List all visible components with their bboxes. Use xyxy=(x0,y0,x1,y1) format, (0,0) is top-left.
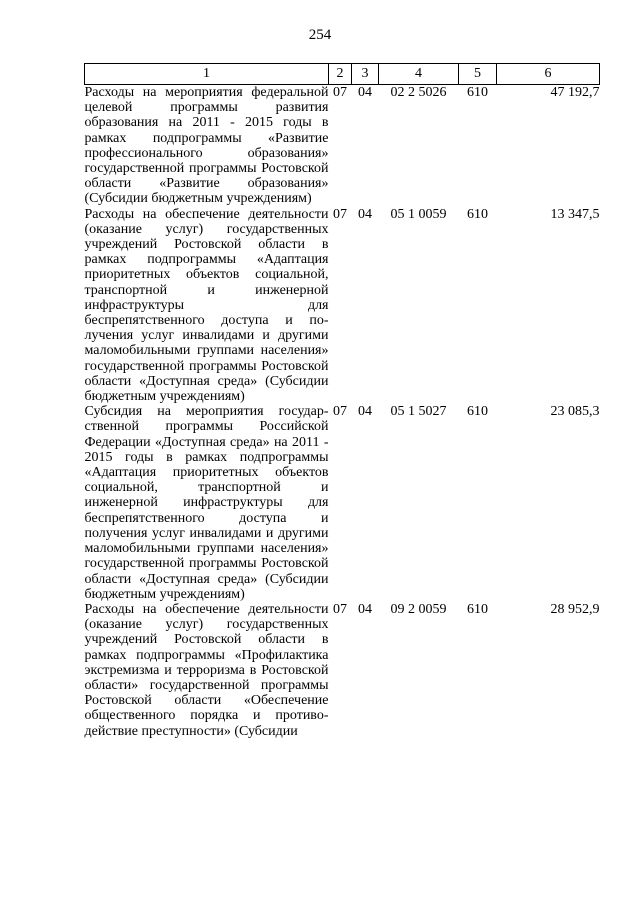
table-row xyxy=(85,404,600,602)
amount: 28 952,9 xyxy=(550,601,600,617)
target-article-code: 02 2 5026 xyxy=(390,85,447,100)
amount: 47 192,7 xyxy=(550,85,600,100)
section-code: 07 xyxy=(333,404,347,420)
section-code: 07 xyxy=(333,85,347,100)
column-header: 4 xyxy=(379,64,459,85)
table-row xyxy=(85,207,600,405)
subsection-code: 04 xyxy=(358,85,372,100)
table-row xyxy=(85,602,600,739)
target-article-code: 05 1 5027 xyxy=(390,404,447,420)
subsection-code: 04 xyxy=(358,601,372,617)
column-header: 6 xyxy=(497,64,600,85)
column-header: 2 xyxy=(329,64,352,85)
row-description: Расходы на обеспечение деятельности (оказание услуг) государственных учреждений Ростовской области в рамках подпрограммы «Профилактика экстремизма и терроризма в Ростовской области» государственной программы Ростовской области «Обеспечение общественного порядка и противодействие преступности» (Субсидии xyxy=(84,601,329,739)
section-code: 07 xyxy=(333,601,347,617)
expense-type-code: 610 xyxy=(467,206,488,222)
subsection-code: 04 xyxy=(358,404,372,420)
column-header: 3 xyxy=(352,64,379,85)
expense-type-code: 610 xyxy=(467,404,488,420)
table-header-row xyxy=(85,64,600,85)
expense-type-code: 610 xyxy=(467,85,488,100)
table-row xyxy=(85,85,600,207)
column-header: 5 xyxy=(459,64,497,85)
row-description: Расходы на обеспечение деятельности (оказание услуг) государственных учреждений Ростовской области в рамках подпрограммы «Адаптация приоритетных объектов социальной, транспортной и инженерной инфраструктуры для беспрепятственного доступа и получения услуг инвалидами и другими маломобильными группами населения» государственной программы Ростовской области «Доступная среда» (Субсидии бюджетным учреждениям) xyxy=(84,206,329,405)
target-article-code: 09 2 0059 xyxy=(390,601,447,617)
row-description: Расходы на мероприятия федеральной целевой программы развития образования на 2011 - 2015 годы в рамках подпрограммы «Развитие профессионального образования» государственной программы Ростовской области «Развитие образования» (Субсидии бюджетным учреждениям) xyxy=(84,85,329,207)
subsection-code: 04 xyxy=(358,206,372,222)
amount: 23 085,3 xyxy=(550,404,600,420)
row-description: Субсидия на мероприятия государственной программы Российской Федерации «Доступная среда» на 2011 - 2015 годы в рамках подпрограммы «Адаптация приоритетных объектов социальной, транспортной и инженерной инфраструктуры для беспрепятственного доступа и получения услуг инвалидами и другими маломобильными группами населения» государственной программы Ростовской области «Доступная среда» (Субсидии бюджетным учреждениям) xyxy=(84,404,329,602)
budget-table xyxy=(84,63,600,739)
page-number: 254 xyxy=(308,27,332,43)
section-code: 07 xyxy=(333,206,347,222)
amount: 13 347,5 xyxy=(550,206,600,222)
target-article-code: 05 1 0059 xyxy=(390,206,447,222)
column-header: 1 xyxy=(85,64,329,85)
expense-type-code: 610 xyxy=(467,601,488,617)
